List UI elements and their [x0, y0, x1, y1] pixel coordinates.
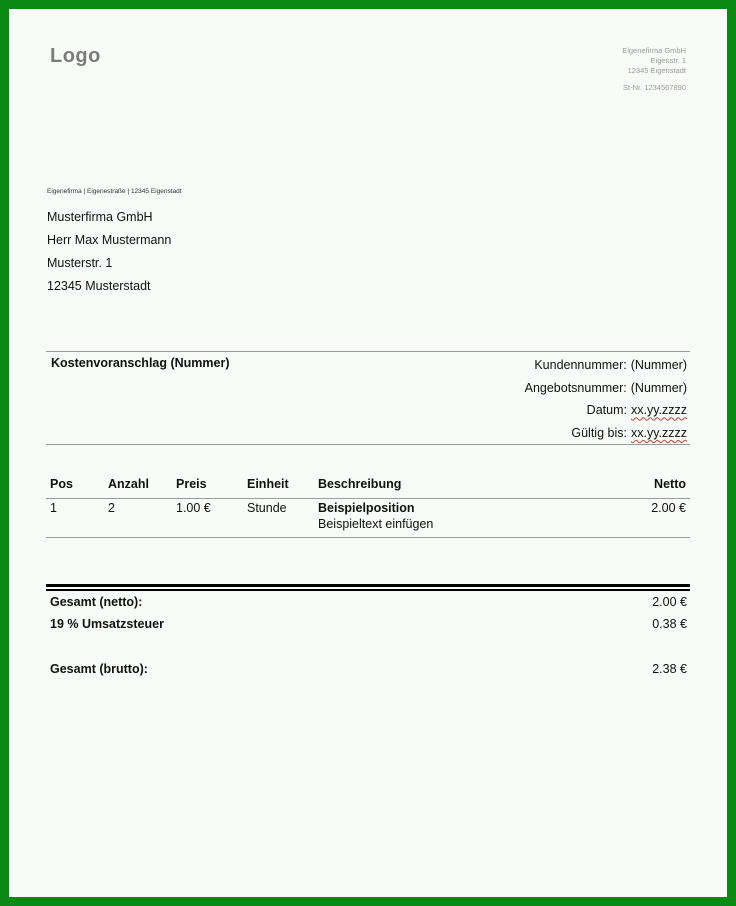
header-qty: Anzahl: [108, 477, 149, 491]
recipient-contact: Herr Max Mustermann: [47, 233, 172, 247]
recipient-street: Musterstr. 1: [47, 256, 113, 270]
row-unit: Stunde: [247, 501, 287, 515]
totals-double-rule-bottom: [46, 589, 690, 591]
document-meta: [525, 354, 687, 445]
header-price: Preis: [176, 477, 207, 491]
divider-top: [46, 351, 690, 352]
company-logo: Logo: [50, 45, 101, 67]
divider-meta-bottom: [46, 444, 690, 445]
total-net-label: Gesamt (netto):: [50, 595, 143, 609]
sender-company: Eigenefirma GmbH: [622, 46, 686, 55]
date-label: Datum:: [586, 403, 627, 418]
invoice-page: [9, 9, 727, 897]
vat-label: 19 % Umsatzsteuer: [50, 617, 164, 631]
sender-address-block: [622, 46, 686, 93]
recipient-city: 12345 Musterstadt: [47, 279, 151, 293]
totals-double-rule-top: [46, 584, 690, 587]
date-value: xx.yy.zzzz: [630, 403, 687, 418]
sender-street: Eigenstr. 1: [650, 56, 686, 65]
customer-number-label: Kundennummer:: [534, 358, 627, 372]
offer-number-row: [525, 377, 687, 400]
date-row: [525, 399, 687, 422]
header-divider: [46, 498, 690, 499]
total-net-value: 2.00 €: [652, 595, 687, 609]
sender-tax-number: St-Nr. 1234567890: [623, 83, 686, 92]
row-pos: 1: [50, 501, 57, 515]
header-description: Beschreibung: [318, 477, 402, 491]
valid-until-row: [525, 422, 687, 445]
customer-number-row: [525, 354, 687, 377]
total-gross-value: 2.38 €: [652, 662, 687, 676]
row-description-title: Beispielposition: [318, 501, 415, 515]
total-gross-label: Gesamt (brutto):: [50, 662, 148, 676]
row-qty: 2: [108, 501, 115, 515]
header-pos: Pos: [50, 477, 73, 491]
items-bottom-divider: [46, 537, 690, 538]
return-address-line: Eigenefirma | Eigenestraße | 12345 Eigenstadt: [47, 188, 182, 195]
document-title: Kostenvoranschlag (Nummer): [51, 356, 230, 370]
row-description-text: Beispieltext einfügen: [318, 517, 434, 531]
offer-number-label: Angebotsnummer:: [524, 380, 627, 395]
recipient-address-block: [47, 206, 171, 298]
sender-city: 12345 Eigenstadt: [627, 66, 686, 75]
vat-value: 0.38 €: [652, 617, 687, 631]
valid-until-label: Gültig bis:: [571, 426, 627, 441]
row-net: 2.00 €: [651, 501, 686, 515]
recipient-company: Musterfirma GmbH: [47, 210, 153, 224]
header-unit: Einheit: [247, 477, 289, 491]
valid-until-value: xx.yy.zzzz: [630, 426, 687, 441]
row-price: 1.00 €: [176, 501, 211, 515]
header-net: Netto: [654, 477, 686, 491]
offer-number-value: (Nummer): [630, 380, 687, 395]
customer-number-value: (Nummer): [630, 358, 687, 372]
